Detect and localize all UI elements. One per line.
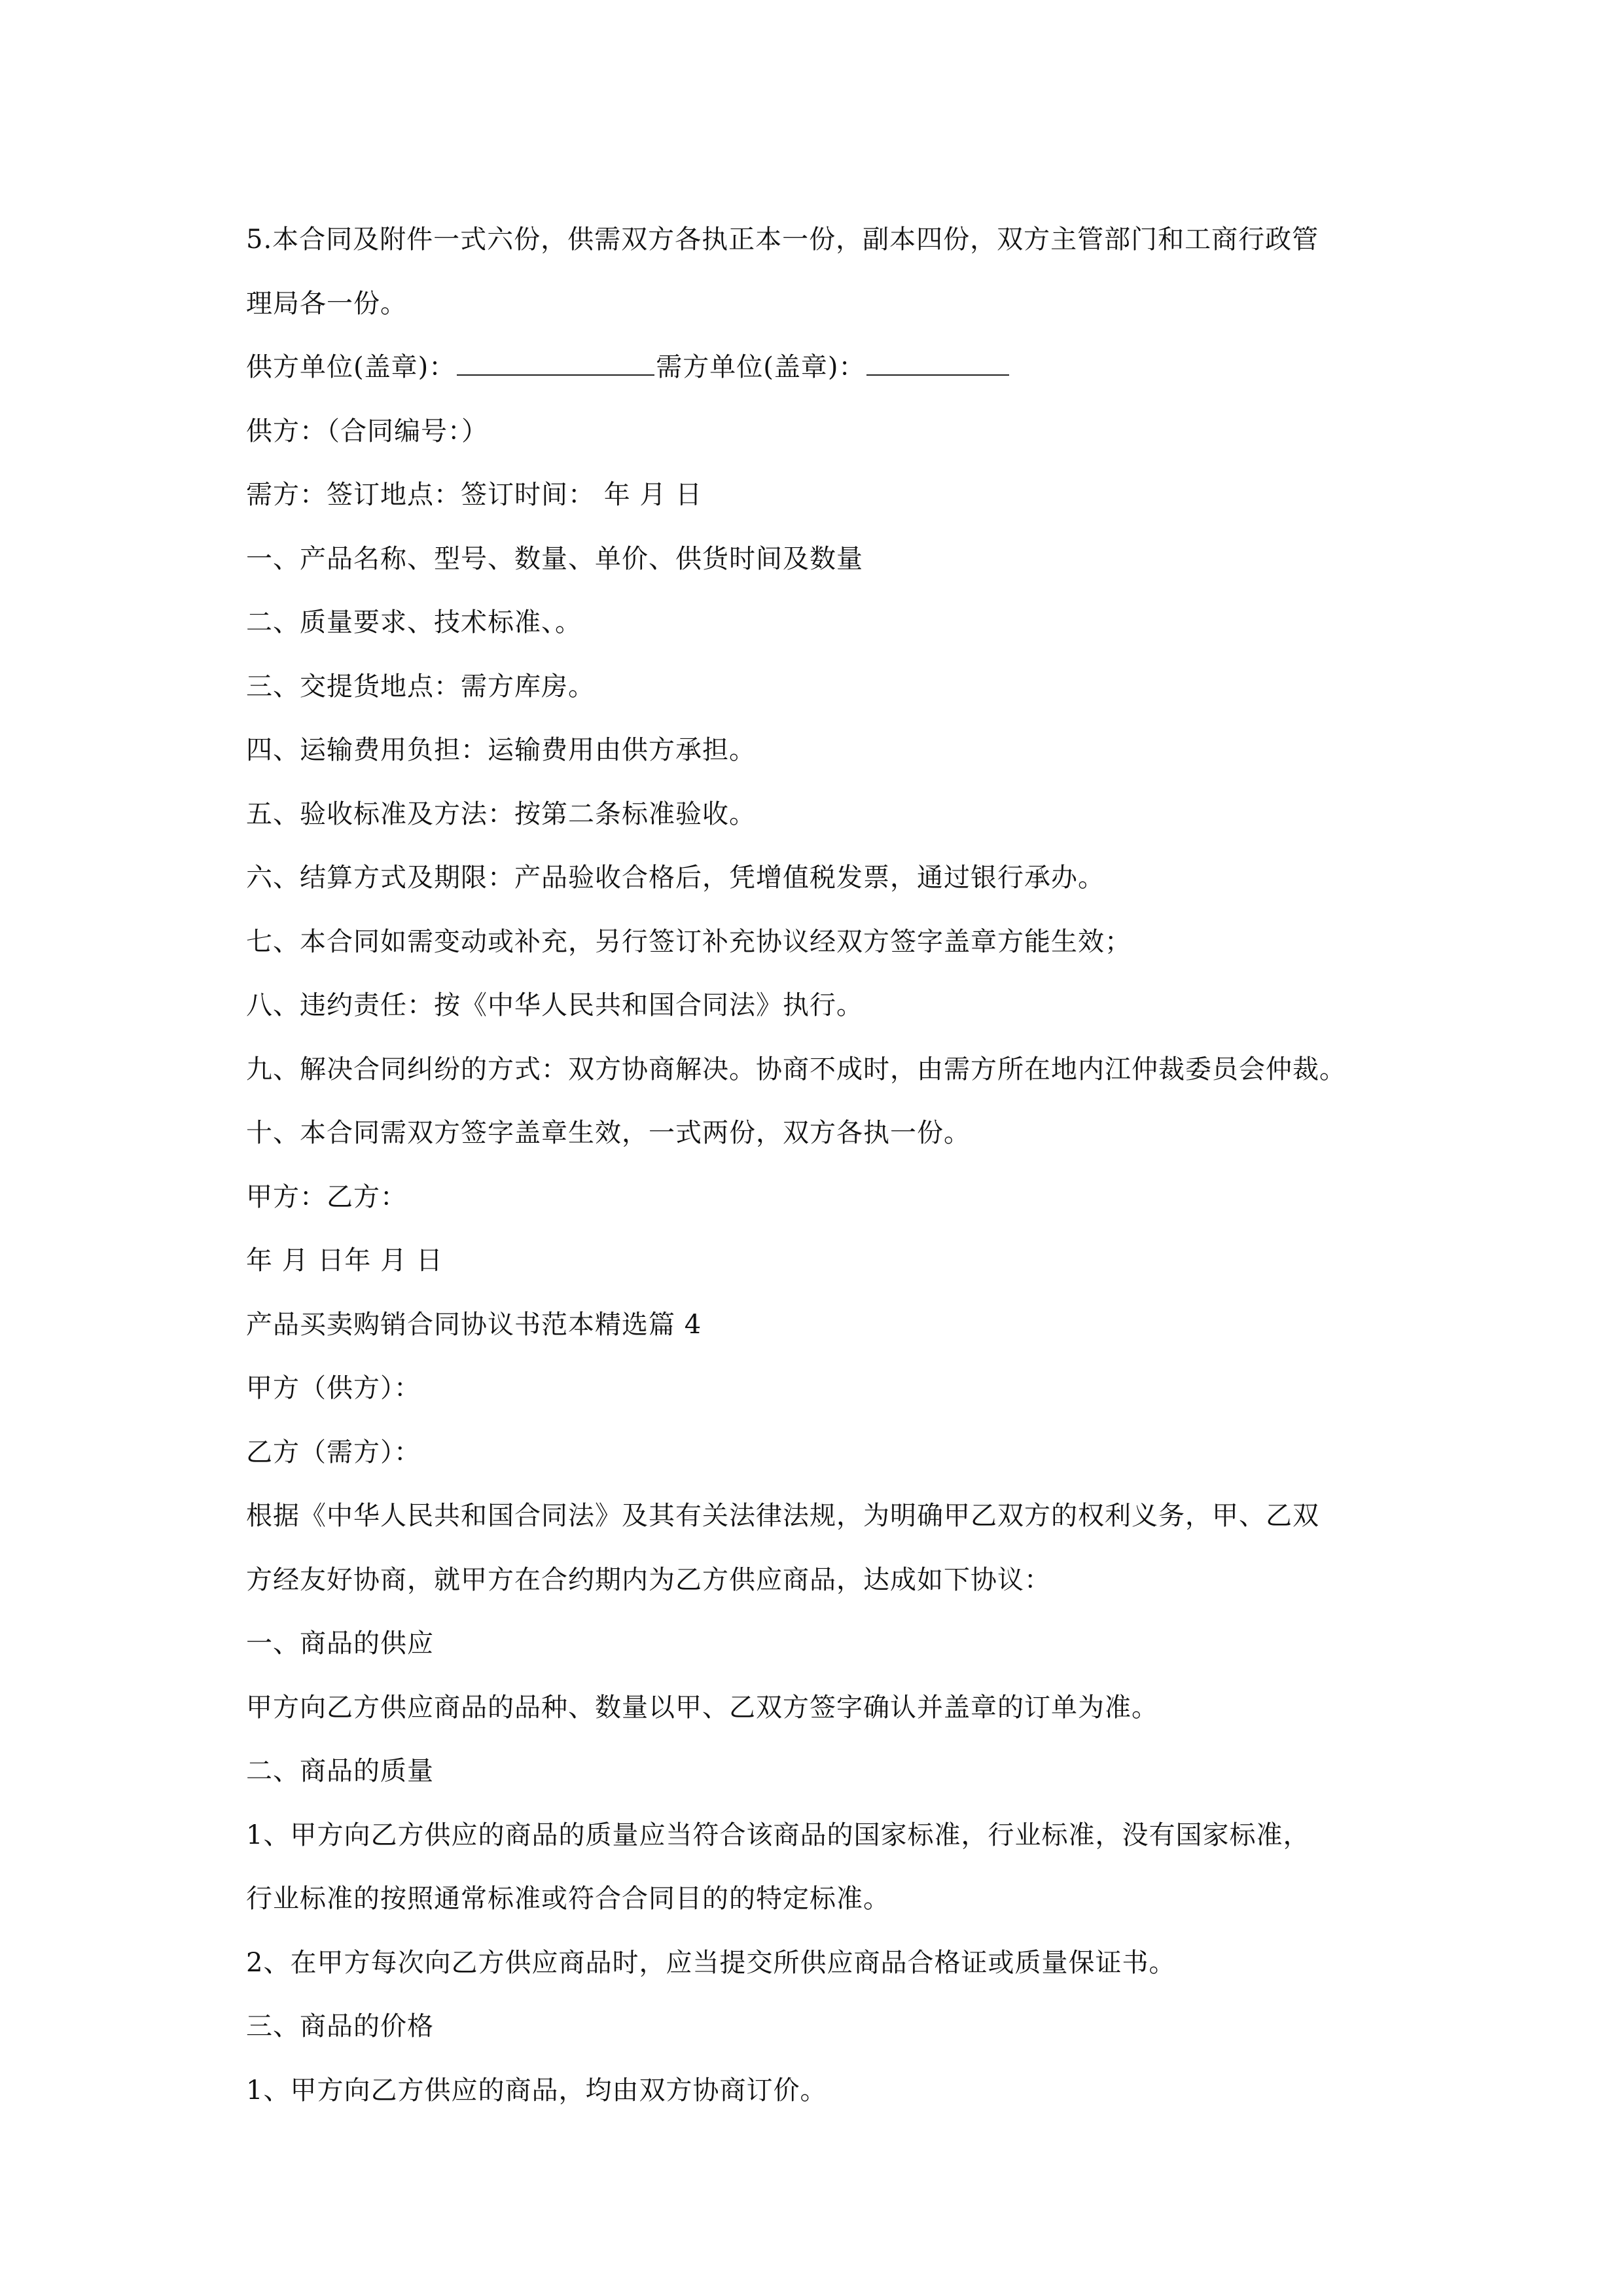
paragraph-line: 甲方（供方）： (246, 1373, 421, 1403)
paragraph-line: 方经友好协商，就甲方在合约期内为乙方供应商品，达成如下协议： (246, 1564, 1051, 1595)
paragraph-line: 根据《中华人民共和国合同法》及其有关法律法规，为明确甲乙双方的权利义务，甲、乙双 (246, 1501, 1319, 1531)
paragraph-line: 二、商品的质量 (246, 1756, 434, 1786)
paragraph-line: 1、甲方向乙方供应的商品，均由双方协商订价。 (246, 2075, 827, 2106)
paragraph-line: 七、本合同如需变动或补充，另行签订补充协议经双方签字盖章方能生效； (246, 926, 1132, 957)
paragraph-line: 2、在甲方每次向乙方供应商品时，应当提交所供应商品合格证或质量保证书。 (246, 1947, 1176, 1978)
paragraph-line: 三、商品的价格 (246, 2011, 434, 2041)
document-body (246, 208, 1382, 2123)
paragraph-line: 一、产品名称、型号、数量、单价、供货时间及数量 (246, 543, 863, 574)
paragraph-line: 乙方（需方）： (246, 1437, 421, 1467)
paragraph-line: 5.本合同及附件一式六份，供需双方各执正本一份，副本四份，双方主管部门和工商行政管 (246, 224, 1319, 255)
buyer-seal-blank (866, 348, 1009, 376)
paragraph-line: 八、违约责任：按《中华人民共和国合同法》执行。 (246, 990, 863, 1020)
paragraph-line: 五、验收标准及方法：按第二条标准验收。 (246, 798, 756, 829)
signature-line (246, 336, 1382, 400)
buyer-seal-label: 需方单位(盖章)： (656, 352, 866, 382)
paragraph-line: 年 月 日年 月 日 (246, 1246, 443, 1276)
paragraph-line: 九、解决合同纠纷的方式：双方协商解决。协商不成时，由需方所在地内江仲裁委员会仲裁。 (246, 1054, 1346, 1085)
paragraph-line: 行业标准的按照通常标准或符合合同目的的特定标准。 (246, 1884, 890, 1914)
paragraph-line: 十、本合同需双方签字盖章生效，一式两份，双方各执一份。 (246, 1118, 971, 1148)
paragraph-line: 理局各一份。 (246, 288, 407, 319)
paragraph-line: 二、质量要求、技术标准、。 (246, 607, 582, 637)
paragraph-line: 四、运输费用负担：运输费用由供方承担。 (246, 735, 756, 765)
section-title: 产品买卖购销合同协议书范本精选篇 4 (246, 1309, 702, 1340)
paragraph-line: 三、交提货地点：需方库房。 (246, 671, 595, 702)
paragraph-line: 需方：签订地点：签订时间： 年 月 日 (246, 480, 703, 510)
paragraph-line: 甲方：乙方： (246, 1181, 407, 1212)
paragraph-line: 一、商品的供应 (246, 1628, 434, 1659)
supplier-seal-label: 供方单位(盖章)： (246, 352, 456, 382)
supplier-seal-blank (457, 348, 654, 376)
paragraph-line: 六、结算方式及期限：产品验收合格后，凭增值税发票，通过银行承办。 (246, 863, 1105, 893)
paragraph-line: 1、甲方向乙方供应的商品的质量应当符合该商品的国家标准，行业标准，没有国家标准， (246, 1820, 1310, 1850)
paragraph-line: 供方：（合同编号：） (246, 416, 488, 446)
paragraph-line: 甲方向乙方供应商品的品种、数量以甲、乙双方签字确认并盖章的订单为准。 (246, 1692, 1158, 1723)
